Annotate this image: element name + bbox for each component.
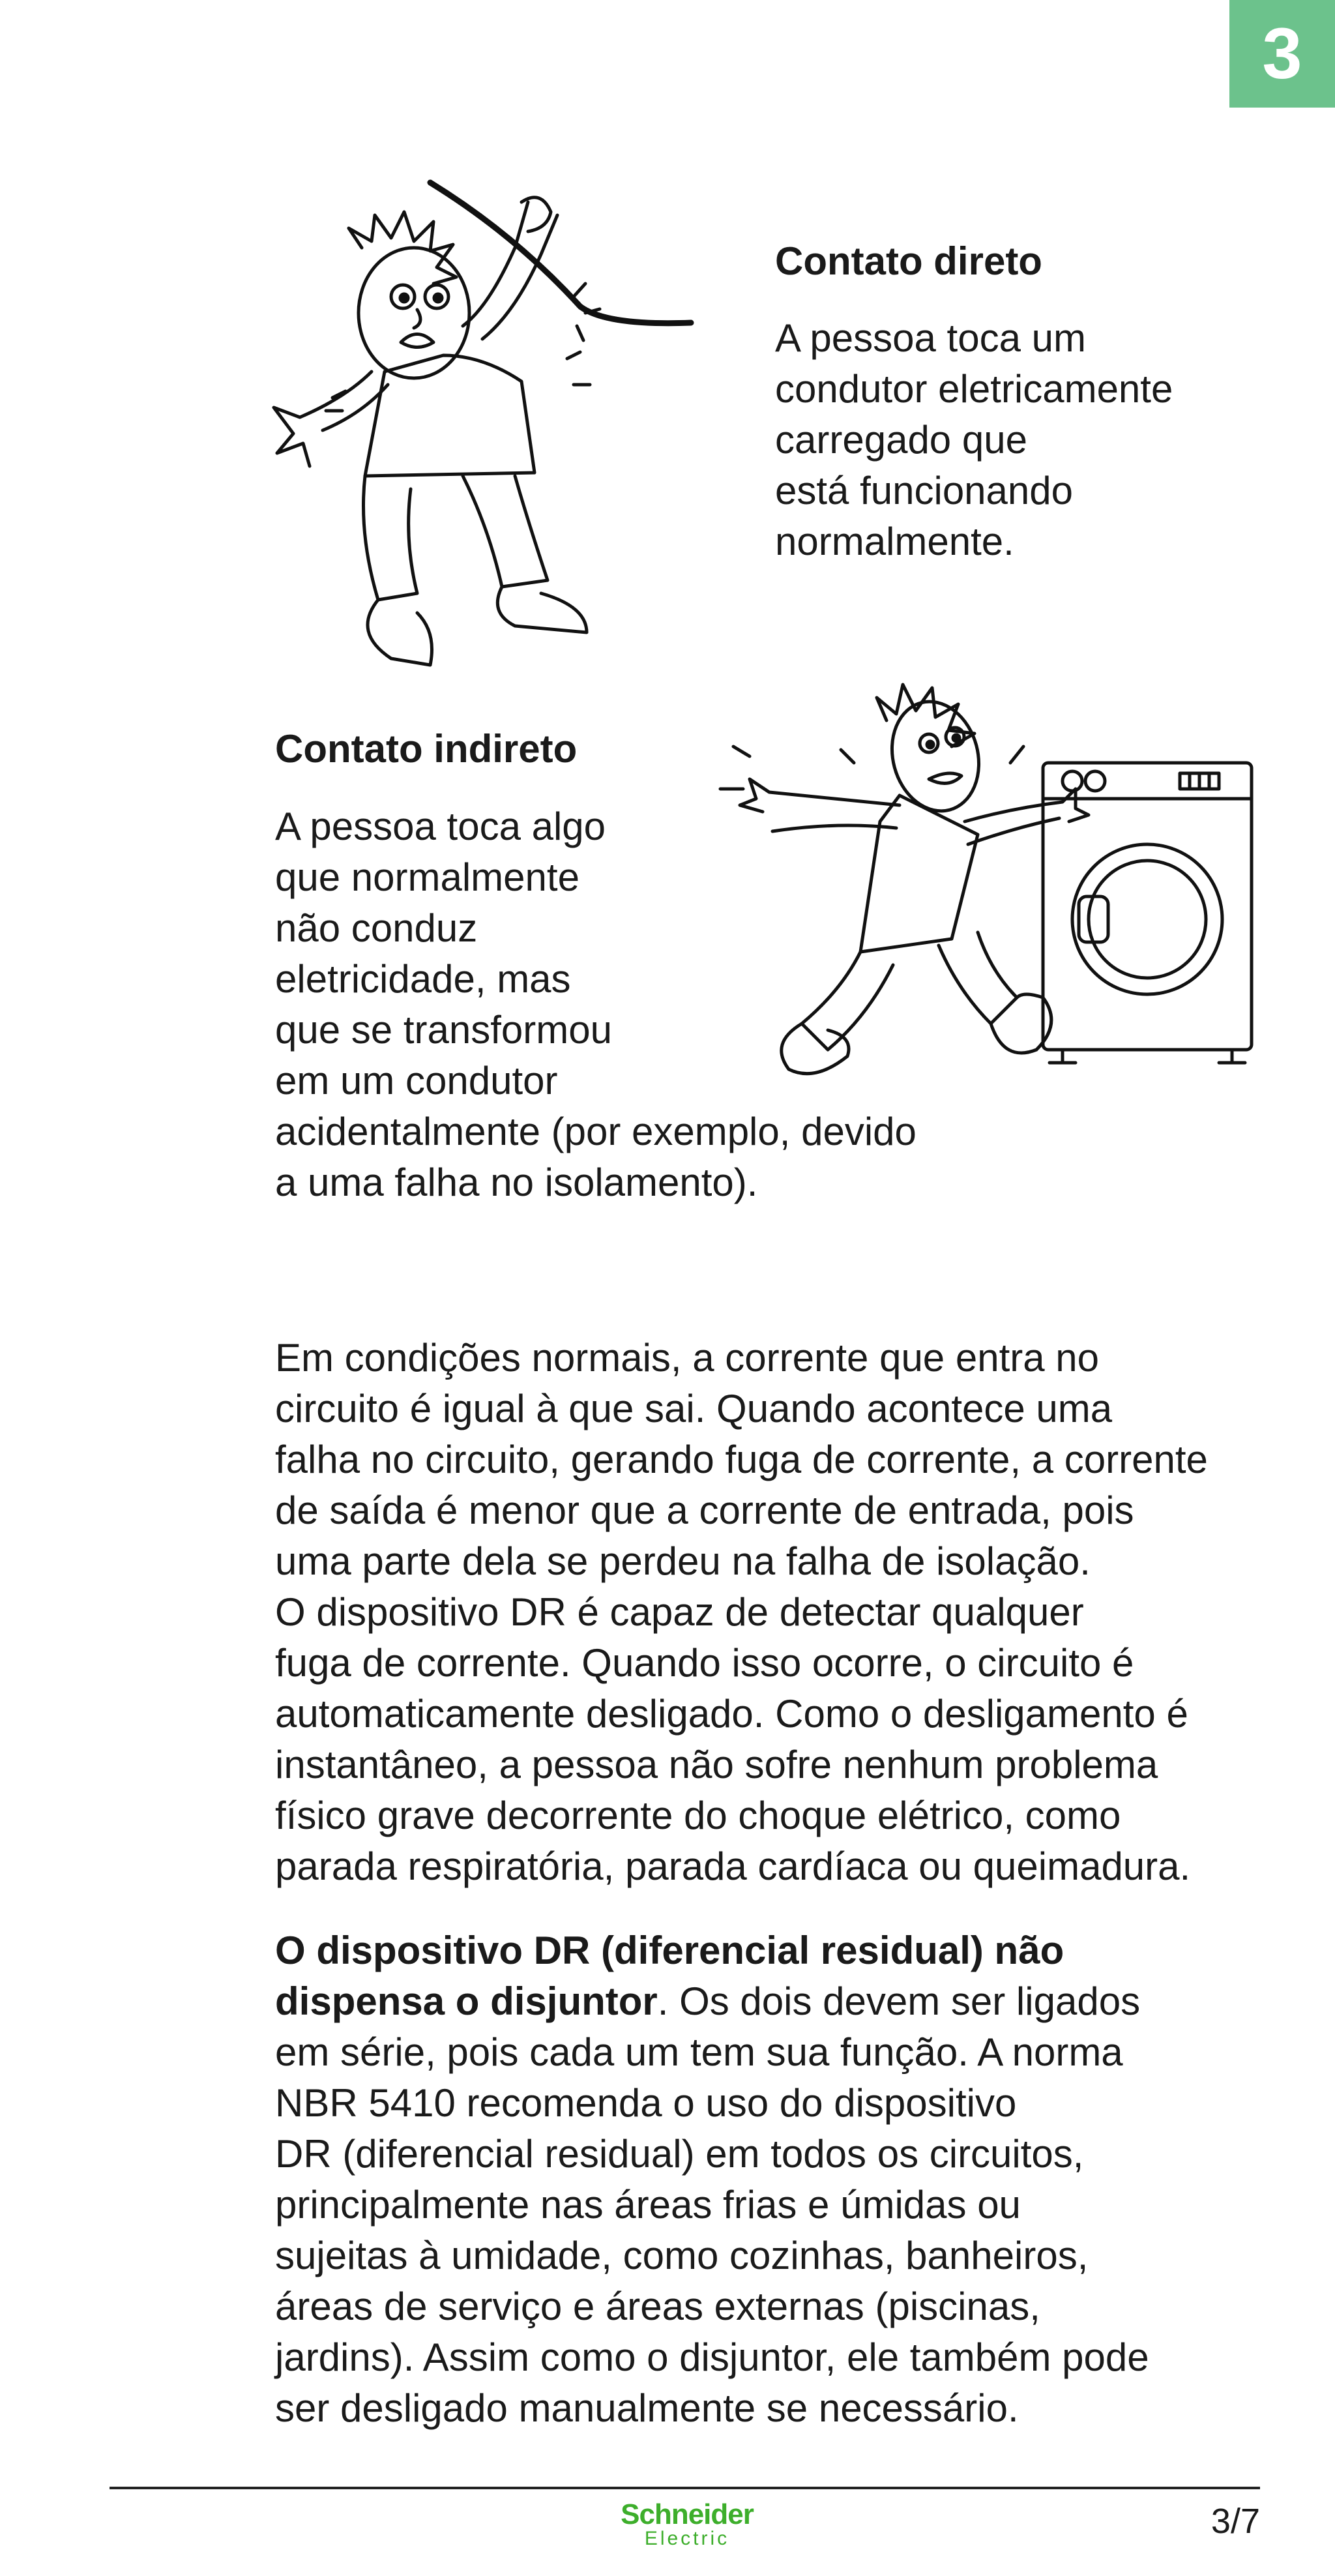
text-line: DR (diferencial residual) em todos os circuitos, bbox=[275, 2132, 1084, 2176]
body-paragraph-2 bbox=[275, 1925, 1149, 2434]
indirect-contact-title: Contato indireto bbox=[275, 727, 578, 771]
body-paragraph-1 bbox=[275, 1333, 1208, 1892]
text-line: fuga de corrente. Quando isso ocorre, o circuito é bbox=[275, 1641, 1134, 1685]
direct-contact-illustration bbox=[267, 176, 697, 672]
text-line: a uma falha no isolamento). bbox=[275, 1161, 758, 1204]
text-line: áreas de serviço e áreas externas (piscinas, bbox=[275, 2285, 1040, 2328]
text-line: sujeitas à umidade, como cozinhas, banheiros, bbox=[275, 2234, 1089, 2277]
text-line: O dispositivo DR é capaz de detectar qualquer bbox=[275, 1590, 1084, 1634]
text-line: não conduz bbox=[275, 906, 478, 950]
text-line: de saída é menor que a corrente de entrada, pois bbox=[275, 1488, 1134, 1532]
text-line bbox=[275, 1976, 1149, 2027]
text-line: acidentalmente (por exemplo, devido bbox=[275, 1110, 917, 1153]
text-line: circuito é igual à que sai. Quando acontece uma bbox=[275, 1387, 1113, 1430]
text-line: em um condutor bbox=[275, 1059, 558, 1103]
text-line: A pessoa toca um bbox=[775, 316, 1086, 360]
text-line: jardins). Assim como o disjuntor, ele também pode bbox=[275, 2335, 1149, 2379]
text-line: automaticamente desligado. Como o desligamento é bbox=[275, 1692, 1188, 1736]
text-line: normalmente. bbox=[775, 520, 1014, 563]
logo-sub-text: Electric bbox=[644, 2528, 730, 2549]
footer-divider bbox=[110, 2487, 1260, 2489]
text-line: Em condições normais, a corrente que entra no bbox=[275, 1336, 1100, 1380]
text-line: parada respiratória, parada cardíaca ou queimadura. bbox=[275, 1844, 1191, 1888]
page-indicator: 3/7 bbox=[1210, 2502, 1260, 2541]
text-line: que se transformou bbox=[275, 1008, 612, 1052]
text-line: principalmente nas áreas frias e úmidas ou bbox=[275, 2183, 1021, 2227]
text-segment: . Os dois devem ser ligados bbox=[657, 1979, 1141, 2023]
text-line: uma parte dela se perdeu na falha de isolação. bbox=[275, 1539, 1091, 1583]
indirect-contact-text bbox=[275, 801, 917, 1208]
direct-contact-title: Contato direto bbox=[775, 239, 1042, 283]
text-line: condutor eletricamente bbox=[775, 367, 1173, 411]
text-line bbox=[275, 1925, 1149, 1976]
text-line: que normalmente bbox=[275, 855, 579, 899]
schneider-electric-logo bbox=[609, 2500, 765, 2549]
text-line: instantâneo, a pessoa não sofre nenhum problema bbox=[275, 1743, 1158, 1786]
text-line: carregado que bbox=[775, 418, 1027, 462]
text-line: A pessoa toca algo bbox=[275, 805, 606, 848]
text-line: em série, pois cada um tem sua função. A norma bbox=[275, 2030, 1123, 2074]
text-line: eletricidade, mas bbox=[275, 957, 571, 1001]
text-line: ser desligado manualmente se necessário. bbox=[275, 2386, 1019, 2430]
direct-contact-text bbox=[775, 313, 1173, 567]
text-line: NBR 5410 recomenda o uso do dispositivo bbox=[275, 2081, 1017, 2125]
bold-lead-text: dispensa o disjuntor bbox=[275, 1979, 658, 2023]
logo-main-text: Schneider bbox=[621, 2498, 754, 2530]
chapter-number-badge: 3 bbox=[1229, 0, 1335, 108]
bold-lead-text: O dispositivo DR (diferencial residual) não bbox=[275, 1929, 1064, 1972]
text-line: físico grave decorrente do choque elétrico, como bbox=[275, 1794, 1121, 1837]
text-line: falha no circuito, gerando fuga de corrente, a corrente bbox=[275, 1438, 1208, 1481]
text-line: está funcionando bbox=[775, 469, 1074, 512]
